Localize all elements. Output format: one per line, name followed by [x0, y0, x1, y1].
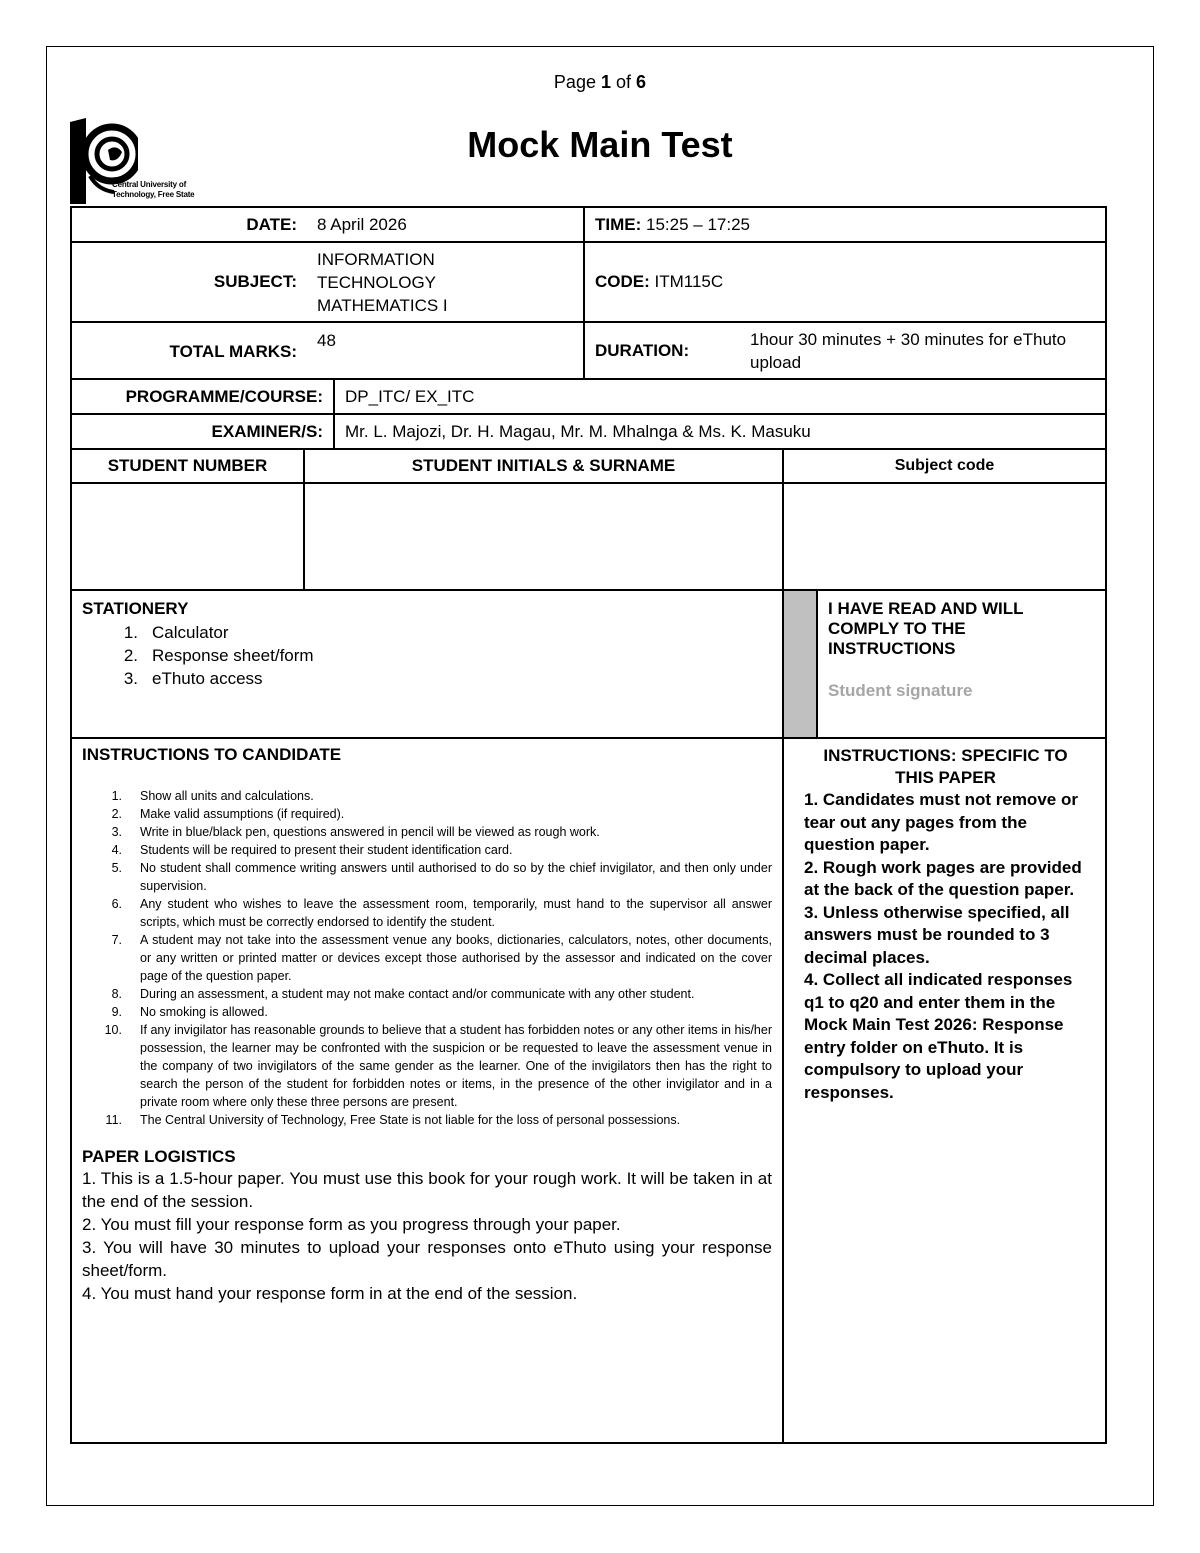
instruction-item [82, 931, 772, 985]
stationery-title: STATIONERY [82, 599, 189, 618]
subject-code-field[interactable] [783, 483, 1106, 590]
code-cell: CODE: ITM115C [584, 242, 1106, 322]
page-number: Page 1 of 6 [553, 72, 647, 92]
subject-value: INFORMATION TECHNOLOGY MATHEMATICS I [307, 242, 584, 322]
examiners-value: Mr. L. Majozi, Dr. H. Magau, Mr. M. Mhalnga & Ms. K. Masuku [334, 414, 1106, 449]
logistics-list [82, 1167, 772, 1305]
instruction-item [82, 895, 772, 931]
time-value: 15:25 – 17:25 [646, 214, 750, 234]
instruction-item-text: Any student who wishes to leave the assessment room, temporarily, must hand to the supervisor all answer scripts, which must be correctly endorsed to identify the student. [140, 897, 772, 929]
programme-label: PROGRAMME/COURSE: [71, 379, 334, 414]
stationery-item [82, 621, 772, 644]
stationery-item-text: eThuto access [152, 669, 263, 688]
instruction-item-text: The Central University of Technology, Free State is not liable for the loss of personal possessions. [140, 1113, 681, 1127]
stationery-item-number: 1. [123, 623, 138, 642]
student-details-table [70, 448, 1107, 591]
instruction-item [82, 1003, 772, 1021]
instruction-item-text: Show all units and calculations. [140, 789, 314, 803]
instruction-item-number: 6. [111, 897, 122, 911]
instruction-item-number: 4. [111, 843, 122, 857]
total-marks-value: 48 [307, 322, 584, 379]
date-value: 8 April 2026 [307, 207, 584, 242]
stationery-item-text: Calculator [152, 623, 229, 642]
total-marks-label: TOTAL MARKS: [71, 322, 307, 379]
instruction-item [82, 823, 772, 841]
student-signature-field[interactable]: Student signature [828, 681, 973, 700]
specific-instruction-item: 3. Unless otherwise specified, all answers must be rounded to 3 decimal places. [804, 902, 1070, 967]
instruction-item-number: 8. [111, 987, 122, 1001]
declaration-cell [817, 590, 1106, 738]
general-instructions-cell [71, 738, 783, 1443]
declaration-text: I HAVE READ AND WILL COMPLY TO THE INSTRUCTIONS [828, 599, 1024, 658]
instruction-item-number: 11. [105, 1113, 122, 1127]
logo-text: Central University of Technology, Free State [112, 180, 195, 199]
instruction-item-number: 2. [111, 807, 122, 821]
student-name-field[interactable] [304, 483, 783, 590]
instruction-item-text: A student may not take into the assessment venue any books, dictionaries, calculators, notes, other documents, or any written or printed matter or devices except those authorised by the assessor and indicated on the cover page of the question paper. [140, 933, 772, 983]
instruction-item [82, 841, 772, 859]
stationery-list [82, 621, 772, 690]
examiners-label: EXAMINER/S: [71, 414, 334, 449]
code-value: ITM115C [654, 272, 724, 291]
duration-label: DURATION: [584, 322, 740, 379]
instruction-item-text: Students will be required to present their student identification card. [140, 843, 513, 857]
document-title: Mock Main Test [467, 124, 733, 165]
student-number-header: STUDENT NUMBER [71, 449, 304, 483]
logistics-title: PAPER LOGISTICS [82, 1147, 236, 1166]
instructions-title: INSTRUCTIONS TO CANDIDATE [82, 745, 342, 764]
stationery-item-number: 3. [123, 669, 138, 688]
instruction-item-number: 5. [111, 861, 122, 875]
subject-code-header: Subject code [783, 449, 1106, 483]
specific-instruction-item: 1. Candidates must not remove or tear out any pages from the question paper. [804, 790, 1078, 854]
programme-table [70, 378, 1107, 450]
instruction-item [82, 805, 772, 823]
logistics-item: 1. This is a 1.5-hour paper. You must use this book for your rough work. It will be taken in at the end of the session. [82, 1169, 772, 1211]
instruction-item [82, 1021, 772, 1111]
specific-list [804, 789, 1087, 1104]
instruction-item [82, 985, 772, 1003]
specific-instruction-item: 2. Rough work pages are provided at the back of the question paper. [804, 857, 1082, 899]
instruction-item-text: No student shall commence writing answers until authorised to do so by the chief invigilator, and then only under supervision. [140, 861, 772, 893]
duration-value: 1hour 30 minutes + 30 minutes for eThuto upload [740, 322, 1106, 379]
instruction-item-number: 7. [111, 933, 122, 947]
logistics-item: 2. You must fill your response form as you progress through your paper. [82, 1215, 621, 1234]
stationery-item [82, 644, 772, 667]
signature-bar [783, 590, 817, 738]
instruction-item-number: 10. [104, 1023, 122, 1037]
stationery-item-number: 2. [123, 646, 138, 665]
instruction-item-number: 9. [111, 1005, 122, 1019]
specific-title: INSTRUCTIONS: SPECIFIC TO THIS PAPER [823, 746, 1068, 787]
instruction-item-text: During an assessment, a student may not make contact and/or communicate with any other student. [140, 987, 695, 1001]
specific-instruction-item: 4. Collect all indicated responses q1 to q20 and enter them in the Mock Main Test 2026: Response entry folder on eThuto. It is compulsory to upload your responses. [804, 970, 1073, 1102]
subject-label: SUBJECT: [71, 242, 307, 322]
instruction-item [82, 1111, 772, 1129]
instruction-item-text: No smoking is allowed. [140, 1005, 268, 1019]
date-label: DATE: [71, 207, 307, 242]
time-cell: TIME: 15:25 – 17:25 [584, 207, 1106, 242]
instruction-item-number: 1. [111, 789, 122, 803]
instruction-item-text: Make valid assumptions (if required). [140, 807, 345, 821]
instructions-table [70, 589, 1107, 1444]
specific-instructions-cell [783, 738, 1106, 1443]
instruction-item-number: 3. [111, 825, 122, 839]
instruction-item-text: If any invigilator has reasonable grounds to believe that a student has forbidden notes or any other items in his/her possession, the learner may be confronted with the suspicion or be requested to leave the assessment venue in the company of two invigilators of the same gender as the learner. One of the invigilators then has the right to search the person of the student for forbidden notes or items, in the presence of the other invigilator and in a private room where only these three persons are present. [140, 1023, 772, 1109]
logistics-item: 3. You will have 30 minutes to upload your responses onto eThuto using your response sheet/form. [82, 1238, 772, 1280]
instruction-item-text: Write in blue/black pen, questions answered in pencil will be viewed as rough work. [140, 825, 600, 839]
stationery-item [82, 667, 772, 690]
programme-value: DP_ITC/ EX_ITC [334, 379, 1106, 414]
student-number-field[interactable] [71, 483, 304, 590]
instruction-item [82, 859, 772, 895]
stationery-item-text: Response sheet/form [152, 646, 314, 665]
exam-info-table [70, 206, 1107, 380]
stationery-cell [71, 590, 783, 738]
student-name-header: STUDENT INITIALS & SURNAME [304, 449, 783, 483]
logistics-item: 4. You must hand your response form in at the end of the session. [82, 1284, 578, 1303]
instructions-list [82, 787, 772, 1129]
instruction-item [82, 787, 772, 805]
